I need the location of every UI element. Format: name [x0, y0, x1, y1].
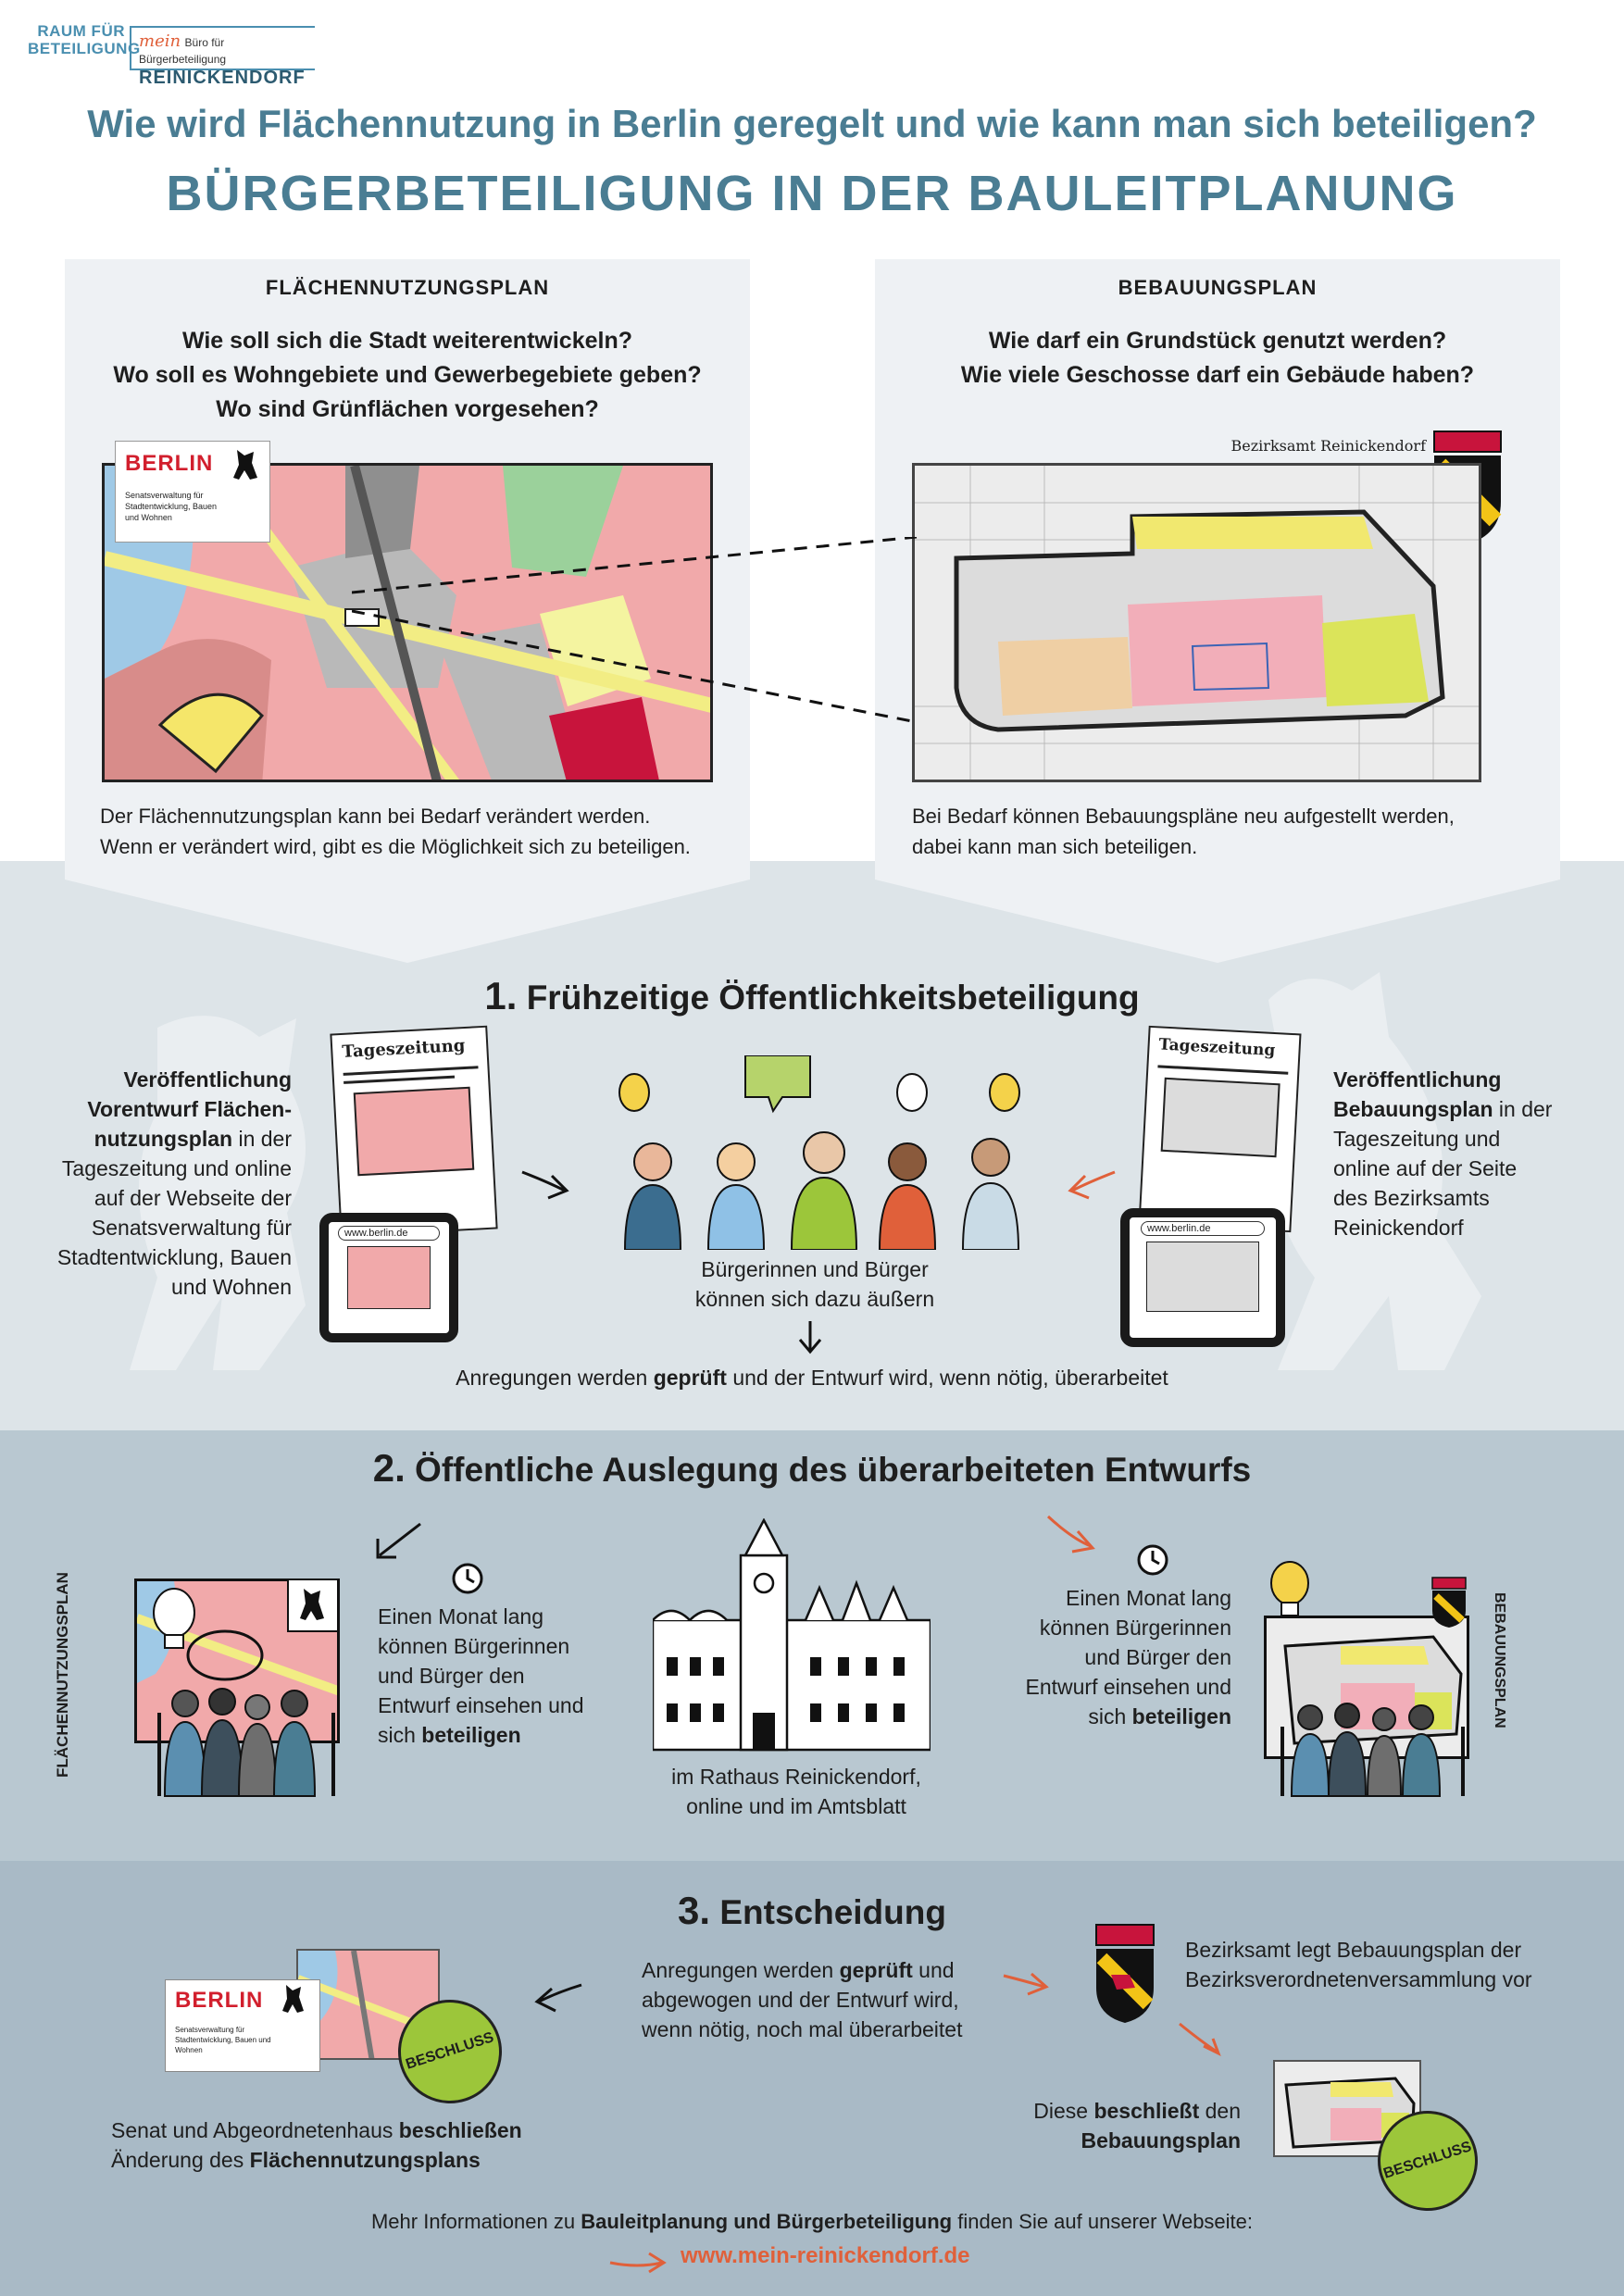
arrow-right-icon: [606, 2248, 671, 2276]
step3-title-text: Entscheidung: [719, 1893, 946, 1931]
berlin-bear-icon: [294, 1583, 331, 1628]
step1-left-text: [56, 1065, 292, 1302]
fnp-question: Wo soll es Wohngebiete und Gewerbegebiete geben?: [113, 362, 702, 388]
bp-text-line: dabei kann man sich beteiligen.: [912, 835, 1198, 858]
step3-center-text: [642, 1955, 1003, 2044]
step3-right-bottom-c: den: [1199, 2099, 1241, 2123]
logo-mein-text: mein: [139, 31, 181, 51]
footer-text-bold: Bauleitplanung und Bürgerbeteiligung: [581, 2210, 953, 2233]
step3-left-line2: [111, 2145, 574, 2175]
berlin-bear-icon: [226, 444, 267, 485]
bp-text-line: Bei Bedarf können Bebauungspläne neu aufgestellt werden,: [912, 805, 1455, 828]
fnp-question: Wo sind Grünflächen vorgesehen?: [216, 396, 599, 422]
step1-right-text: [1333, 1065, 1555, 1242]
bp-description: [912, 801, 1560, 862]
step3-title: [0, 1889, 1624, 1933]
step3-right-bottom-b: beschließt: [1093, 2099, 1200, 2123]
step1-center-line: Bürgerinnen und Bürger: [701, 1257, 929, 1281]
citizens-illustration: [588, 1055, 1051, 1250]
people-viewing-right: [1273, 1699, 1477, 1801]
arrow-down-right-icon: [1044, 1511, 1100, 1557]
newspaper-title: Tageszeitung: [341, 1035, 466, 1062]
logo-raum-fuer-beteiligung: RAUM FÜR BETEILIGUNG: [28, 22, 141, 57]
fnp-text-line: Der Flächennutzungsplan kann bei Bedarf verändert werden.: [100, 805, 651, 828]
step1-left-rest: in der Tageszeitung und online auf der Webseite der Senatsverwaltung für Stadtentwicklung, Bauen und Wohnen: [56, 1127, 292, 1299]
logo-small-text: Büro für Bürgerbeteiligung: [139, 36, 227, 66]
step2-center-line: online und im Amtsblatt: [686, 1794, 906, 1818]
bp-map-graphic: [915, 466, 1481, 782]
berlin-bear-icon: [278, 1981, 311, 2018]
step3-center-pre: Anregungen werden: [642, 1958, 840, 1982]
browser-screen-left: [319, 1213, 458, 1342]
footer-text: [0, 2210, 1624, 2234]
step2-left-rest: Einen Monat lang können Bürgerinnen und Bürger den Entwurf einsehen und sich: [378, 1604, 584, 1747]
logo-big-text: REINICKENDORF: [139, 68, 306, 88]
step2-left-vertical-label: FLÄCHENNUTZUNGSPLAN: [54, 1572, 71, 1778]
bp-question: Wie darf ein Grundstück genutzt werden?: [988, 328, 1447, 354]
step1-number: 1.: [484, 974, 518, 1017]
step3-right-bottom-line2: Bebauungsplan: [1081, 2128, 1241, 2152]
berlin-dept-text: Senatsverwaltung für Stadtentwicklung, Bauen und Wohnen: [175, 2026, 271, 2054]
footer-text-post: finden Sie auf unserer Webseite:: [952, 2210, 1254, 2233]
lightbulb-icon: [1267, 1560, 1313, 1625]
fnp-questions: [65, 324, 750, 427]
beschluss-badge: BESCHLUSS: [1365, 2098, 1491, 2224]
step2-right-text: [1023, 1583, 1231, 1731]
reinickendorf-coat-of-arms-icon: [1093, 1921, 1157, 2028]
bp-question: Wie viele Geschosse darf ein Gebäude haben?: [960, 362, 1475, 388]
page-title: BÜRGERBETEILIGUNG IN DER BAULEITPLANUNG: [166, 166, 1458, 221]
rathaus-reinickendorf-illustration: [653, 1518, 931, 1754]
step2-left-text: [378, 1602, 591, 1750]
beschluss-badge: BESCHLUSS: [384, 1986, 515, 2116]
step3-left-1a: Senat und Abgeordnetenhaus: [111, 2118, 399, 2142]
bp-questions: [875, 324, 1560, 393]
step1-bottom-bold: geprüft: [653, 1366, 727, 1390]
step3-left-line1: [111, 2115, 574, 2145]
step2-title-text: Öffentliche Auslegung des überarbeiteten Entwurfs: [415, 1451, 1252, 1489]
reinickendorf-coat-of-arms-icon: [1430, 1576, 1468, 1629]
step3-right-top-text: [1185, 1935, 1574, 1994]
bp-map: [912, 463, 1481, 782]
browser-url: www.berlin.de: [1141, 1221, 1265, 1236]
step2-right-rest: Einen Monat lang können Bürgerinnen und Bürger den Entwurf einsehen und sich: [1025, 1586, 1231, 1728]
arrow-down-right-icon: [1176, 2018, 1227, 2065]
step3-right-bottom-line1: [981, 2096, 1241, 2126]
fnp-text-line: Wenn er verändert wird, gibt es die Möglichkeit sich zu beteiligen.: [100, 835, 691, 858]
step1-center-text: [648, 1254, 981, 1314]
lightbulb-icon: [146, 1585, 202, 1659]
fnp-description: [100, 801, 748, 862]
step3-left-2a: Änderung des: [111, 2148, 250, 2172]
clock-icon: [1134, 1541, 1171, 1578]
berlin-dept-text: Senatsverwaltung für Stadtentwicklung, Bauen und Wohnen: [125, 491, 218, 522]
newspaper-title: Tageszeitung: [1158, 1035, 1276, 1060]
step1-right-bold: Veröffentlichung Bebauungsplan: [1333, 1067, 1502, 1121]
fnp-heading: FLÄCHENNUTZUNGSPLAN: [265, 276, 550, 299]
arrow-left-icon: [1063, 1165, 1118, 1202]
step3-left-1b: beschließen: [398, 2118, 522, 2142]
footer-website-link[interactable]: www.mein-reinickendorf.de: [681, 2243, 970, 2268]
step2-title: [0, 1446, 1624, 1491]
step1-right-rest: in der Tageszeitung und online auf der Seite des Bezirksamts Reinickendorf: [1333, 1097, 1553, 1240]
step2-left-bold: beteiligen: [421, 1723, 521, 1747]
step3-right-bottom-text: [981, 2096, 1241, 2155]
step2-right-bold: beteiligen: [1131, 1704, 1231, 1728]
berlin-logo-text: BERLIN: [125, 451, 214, 476]
footer-text-pre: Mehr Informationen zu: [370, 2210, 581, 2233]
bp-heading: BEBAUUNGSPLAN: [1118, 276, 1318, 299]
logo-mein-reinickendorf: [130, 26, 315, 88]
step1-bottom-post: und der Entwurf wird, wenn nötig, überarbeitet: [726, 1366, 1168, 1390]
bezirksamt-label: Bezirksamt Reinickendorf: [1230, 437, 1426, 455]
step3-center-bold: geprüft: [839, 1958, 913, 1982]
step2-number: 2.: [372, 1446, 406, 1490]
arrow-left-icon: [530, 1979, 585, 2016]
arrow-right-icon: [1000, 1963, 1056, 2000]
connector-lines: [352, 537, 926, 741]
step1-bottom-text: [0, 1363, 1624, 1392]
step1-bottom-pre: Anregungen werden: [456, 1366, 654, 1390]
step1-title-text: Frühzeitige Öffentlichkeitsbeteiligung: [526, 979, 1140, 1017]
people-viewing-left: [148, 1666, 352, 1801]
browser-url: www.berlin.de: [338, 1226, 440, 1241]
step3-left-text: [111, 2115, 574, 2175]
step3-right-top-line: Bezirksverordnetenversammlung vor: [1185, 1967, 1532, 1991]
step1-left-bold: Veröffentlichung Vorentwurf Flächen-nutzungsplan: [87, 1067, 292, 1151]
step1-center-line: können sich dazu äußern: [694, 1287, 935, 1311]
step3-right-top-line: Bezirksamt legt Bebauungsplan der: [1185, 1938, 1522, 1962]
step2-right-vertical-label: BEBAUUNGSPLAN: [1492, 1592, 1507, 1728]
browser-screen-right: [1120, 1208, 1285, 1347]
newspaper-right: [1138, 1026, 1301, 1232]
fnp-question: Wie soll sich die Stadt weiterentwickeln?: [181, 328, 632, 354]
newspaper-left: [330, 1026, 497, 1238]
arrow-down-left-icon: [370, 1518, 426, 1565]
step3-center-post: und abgewogen und der Entwurf wird, wenn nötig, noch mal überarbeitet: [642, 1958, 963, 2041]
arrow-down-icon: [796, 1319, 824, 1356]
berlin-logo-text: BERLIN: [175, 1988, 264, 2013]
step3-left-2b: Flächennutzungsplans: [249, 2148, 481, 2172]
page-subtitle: Wie wird Flächennutzung in Berlin geregelt und wie kann man sich beteiligen?: [87, 102, 1537, 145]
step3-number: 3.: [678, 1889, 711, 1932]
clock-icon: [449, 1560, 486, 1597]
step3-right-bottom-a: Diese: [1033, 2099, 1094, 2123]
arrow-right-icon: [518, 1165, 574, 1202]
step2-center-line: im Rathaus Reinickendorf,: [671, 1765, 921, 1789]
step1-title: [0, 974, 1624, 1018]
step2-center-text: [630, 1762, 963, 1821]
